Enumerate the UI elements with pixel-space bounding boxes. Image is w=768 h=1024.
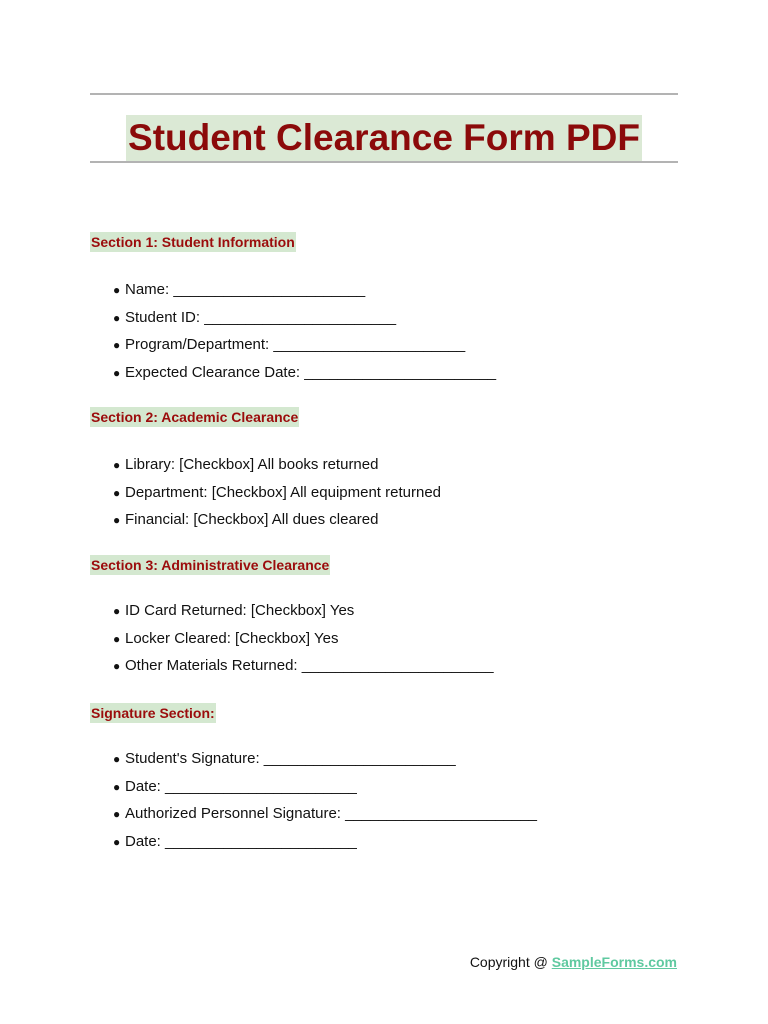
list-item: ● Financial: [Checkbox] All dues cleared: [113, 506, 441, 534]
bullet-icon: ●: [113, 365, 121, 380]
list-item: ● Other Materials Returned: _______________________: [113, 652, 494, 680]
bullet-icon: ●: [113, 659, 121, 673]
sampleforms-link[interactable]: SampleForms.com: [551, 954, 677, 970]
list-item: ● Student ID: _______________________: [113, 304, 496, 332]
section-student-information: [90, 232, 497, 381]
section-heading: Signature Section:: [91, 705, 215, 721]
section-heading: Section 3: Administrative Clearance: [91, 557, 330, 573]
section-heading: Section 1: Student Information: [91, 234, 295, 250]
top-divider: [90, 93, 678, 95]
bullet-icon: ●: [113, 807, 121, 821]
page-title-text: Student Clearance Form PDF: [126, 115, 642, 161]
title-underline: [90, 161, 678, 163]
list-item: ● Expected Clearance Date: _______________________: [113, 359, 496, 387]
field-list: [113, 745, 537, 855]
bullet-icon: ●: [113, 604, 121, 618]
section-academic-clearance: [90, 407, 442, 528]
copyright-text: Copyright @: [469, 954, 552, 970]
list-item: ● Department: [Checkbox] All equipment returned: [113, 479, 441, 507]
bullet-icon: ●: [113, 310, 121, 325]
field-list: [113, 451, 441, 534]
list-item: ● Authorized Personnel Signature: _______________________: [113, 800, 537, 828]
section-administrative-clearance: [90, 555, 494, 674]
list-item: ● Program/Department: _______________________: [113, 331, 496, 359]
section-signature: [90, 703, 538, 850]
field-list: [113, 276, 496, 386]
section-heading: Section 2: Academic Clearance: [91, 409, 299, 425]
bullet-icon: ●: [113, 458, 121, 472]
list-item: ● Library: [Checkbox] All books returned: [113, 451, 441, 479]
bullet-icon: ●: [113, 283, 121, 297]
bullet-icon: ●: [113, 338, 121, 352]
list-item: ● Locker Cleared: [Checkbox] Yes: [113, 625, 494, 653]
copyright-footer: [470, 952, 677, 972]
bullet-icon: ●: [113, 834, 121, 849]
bullet-icon: ●: [113, 752, 121, 766]
list-item: ● ID Card Returned: [Checkbox] Yes: [113, 597, 494, 625]
list-item: ● Name: _______________________: [113, 276, 496, 304]
page-title: [0, 115, 768, 161]
bullet-icon: ●: [113, 631, 121, 646]
field-list: [113, 597, 494, 680]
bullet-icon: ●: [113, 513, 121, 527]
bullet-icon: ●: [113, 485, 121, 500]
bullet-icon: ●: [113, 779, 121, 794]
list-item: ● Student's Signature: _______________________: [113, 745, 537, 773]
list-item: ● Date: _______________________: [113, 773, 537, 801]
list-item: ● Date: _______________________: [113, 828, 537, 856]
